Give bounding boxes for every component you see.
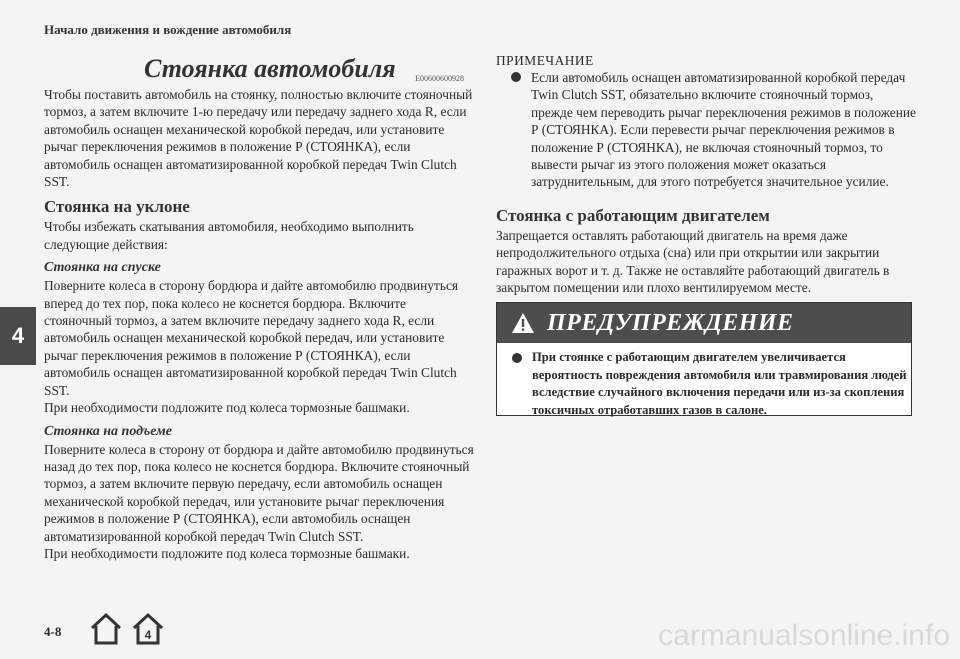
home-icon[interactable] <box>88 612 124 646</box>
bullet-icon <box>511 72 521 82</box>
svg-text:4: 4 <box>144 628 152 642</box>
bullet-icon <box>512 353 522 363</box>
left-column <box>44 52 474 562</box>
right-column <box>496 52 916 296</box>
uphill-text: Поверните колеса в сторону от бордюра и дайте автомобилю продвинуться назад до тех пор, пока колесо не коснется бордюра. Включите стояночный тормоз, а затем включите первую передачу, если автомобиль оснащен механической коробкой передач, или установите рычаг переключения режимов в положение Р (СТОЯНКА), если автомобиль оснащен автоматизированной коробкой передач Twin Clutch SST. <box>44 441 474 544</box>
section-code: E00600600928 <box>415 74 464 83</box>
page-number: 4-8 <box>44 624 62 639</box>
slope-text: Чтобы избежать скатывания автомобиля, необходимо выполнить следующие действия: <box>44 219 414 252</box>
watermark: carmanualsonline.info <box>658 619 950 652</box>
engine-heading: Стоянка с работающим двигателем <box>496 205 770 225</box>
home-4-icon[interactable] <box>130 612 166 646</box>
warning-item <box>497 343 911 419</box>
warning-text: При стоянке с работающим двигателем увеличивается вероятность повреждения автомобиля или травмирования людей вследствие случайного включения передачи или из-за скопления токсичных отработавших газов в салоне. <box>532 350 907 417</box>
note-heading: ПРИМЕЧАНИЕ <box>496 53 594 68</box>
warning-header <box>497 303 911 343</box>
title-row <box>44 52 474 86</box>
warning-title: ПРЕДУПРЕЖДЕНИЕ <box>547 309 794 336</box>
engine-text: Запрещается оставлять работающий двигатель на время даже непродолжительного отдыха (сна) или при открытии или закрытии гаражных ворот и т. д. Также не оставляйте работающий двигатель в закрытом помещении или плохо вентилируемом месте. <box>496 227 890 296</box>
note-text: Если автомобиль оснащен автоматизированной коробкой передач Twin Clutch SST, обязательно включите стояночный тормоз, прежде чем переводить рычаг переключения режимов в положение Р (СТОЯНКА). Если перевести рычаг переключения режимов в положение Р (СТОЯНКА), не включая стояночный тормоз, то вывести рычаг из этого положения может оказаться затруднительным, для этого потребуется значительное усилие. <box>531 70 916 190</box>
intro-paragraph: Чтобы поставить автомобиль на стоянку, полностью включите стояночный тормоз, а затем включите 1-ю передачу или передачу заднего хода R, если автомобиль оснащен механической коробкой передач, или установите рычаг переключения режимов в положение Р (СТОЯНКА), если автомобиль оснащен автоматизированной коробкой передач Twin Clutch SST. <box>44 87 473 190</box>
downhill-extra: При необходимости подложите под колеса тормозные башмаки. <box>44 400 410 416</box>
note-item <box>496 69 916 191</box>
uphill-extra: При необходимости подложите под колеса тормозные башмаки. <box>44 545 410 561</box>
nav-icons <box>88 612 166 646</box>
chapter-tab: 4 <box>0 307 36 365</box>
uphill-heading: Стоянка на подъеме <box>44 423 172 439</box>
downhill-heading: Стоянка на спуске <box>44 260 161 276</box>
running-header: Начало движения и вождение автомобиля <box>44 22 292 37</box>
warning-triangle-icon <box>511 312 535 334</box>
page-title: Стоянка автомобиля <box>144 54 396 83</box>
downhill-text: Поверните колеса в сторону бордюра и дайте автомобилю продвинуться вперед до тех пор, пока колесо не коснется бордюра. Включите стояночный тормоз, а затем включите передачу заднего хода R, если автомобиль оснащен механической коробкой передач, или установите рычаг переключения режимов в положение Р (СТОЯНКА), если автомобиль оснащен автоматизированной коробкой передач Twin Clutch SST. <box>44 278 459 398</box>
slope-heading: Стоянка на уклоне <box>44 197 190 217</box>
warning-box <box>496 302 912 416</box>
